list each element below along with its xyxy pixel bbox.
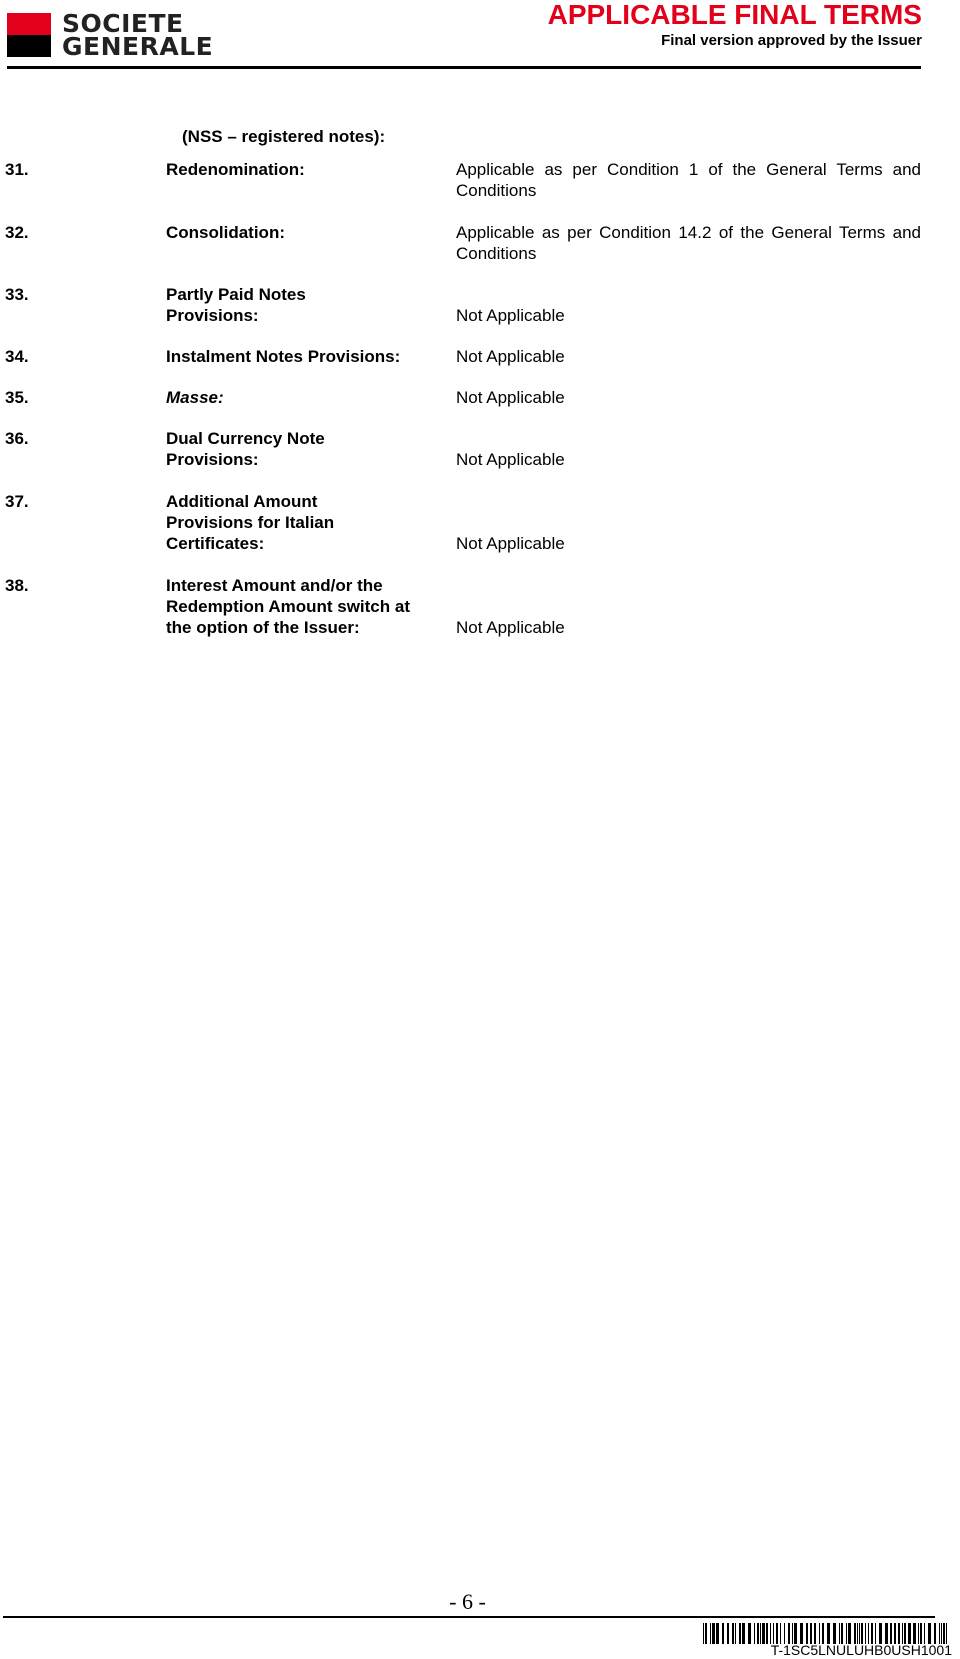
barcode-bar [757, 1623, 759, 1644]
barcode-bar [871, 1623, 873, 1644]
barcode-bar [788, 1623, 790, 1644]
barcode-bar [822, 1623, 824, 1644]
barcode-bar [846, 1623, 847, 1644]
barcode-bar [934, 1623, 936, 1644]
term-number: 37. [5, 492, 29, 511]
term-label: Consolidation: [166, 223, 285, 242]
barcode-bar [894, 1623, 896, 1644]
barcode-bar [928, 1623, 931, 1644]
term-number: 31. [5, 160, 29, 179]
barcode-bar [839, 1623, 840, 1644]
barcode-bar [780, 1623, 781, 1644]
term-label: Redenomination: [166, 160, 305, 179]
term-number: 35. [5, 388, 29, 407]
barcode-bar [784, 1623, 785, 1644]
barcode-bar [913, 1623, 916, 1644]
header-titles [548, 0, 922, 51]
document-title: APPLICABLE FINAL TERMS [547, 0, 922, 30]
barcode-bar [766, 1623, 768, 1644]
barcode-bar [705, 1623, 707, 1644]
barcode-bar [776, 1623, 778, 1644]
term-label: Instalment Notes Provisions: [166, 347, 401, 366]
logo-line-2: GENERALE [62, 32, 214, 61]
footer-divider [3, 1616, 935, 1618]
term-number: 34. [5, 347, 29, 366]
barcode-bar [800, 1623, 803, 1644]
barcode-bar [827, 1623, 830, 1644]
barcode-bar [742, 1623, 745, 1644]
barcode-bar [716, 1623, 719, 1644]
barcode-bar [848, 1623, 851, 1644]
barcode-bar [739, 1623, 741, 1644]
term-value: Not Applicable [456, 450, 565, 469]
term-value: Applicable as per Condition 1 of the General Terms and Conditions [456, 160, 921, 200]
term-value: Not Applicable [456, 347, 565, 366]
barcode-bar [875, 1623, 876, 1644]
logo-mark-icon [7, 13, 51, 57]
barcode-bar [908, 1623, 911, 1644]
barcode-bar [710, 1623, 711, 1644]
barcode-bar [819, 1623, 820, 1644]
barcode-bar [762, 1623, 765, 1644]
term-label: Dual Currency Note Provisions: [166, 429, 325, 469]
logo-wordmark [62, 9, 214, 61]
societe-generale-logo [7, 9, 214, 61]
barcode-bar [833, 1623, 836, 1644]
barcode-bar [754, 1623, 755, 1644]
barcode-bar [902, 1623, 903, 1644]
barcode-bar [735, 1623, 736, 1644]
barcode-icon [703, 1623, 952, 1644]
logo-line-1: SOCIETE [62, 9, 184, 38]
term-label: Masse: [166, 388, 224, 407]
barcode-bar [868, 1623, 869, 1644]
barcode-bar [946, 1623, 947, 1644]
barcode-bar [890, 1623, 892, 1644]
term-label: Additional Amount Provisions for Italian Certificates: [166, 492, 335, 553]
term-value: Applicable as per Condition 14.2 of the General Terms and Conditions [456, 223, 921, 263]
page-number: - 6 - [449, 1589, 486, 1614]
term-number: 32. [5, 223, 29, 242]
term-number: 33. [5, 285, 29, 304]
barcode-bar [879, 1623, 882, 1644]
barcode-bar [857, 1623, 858, 1644]
barcode-bar [806, 1623, 808, 1644]
barcode-bar [792, 1623, 793, 1644]
term-value: Not Applicable [456, 534, 565, 553]
term-number: 36. [5, 429, 29, 448]
barcode-bar [841, 1623, 843, 1644]
term-value: Not Applicable [456, 306, 565, 325]
term-value: Not Applicable [456, 618, 565, 637]
barcode-bar [861, 1623, 863, 1644]
barcode-bar [748, 1623, 751, 1644]
document-subtitle: Final version approved by the Issuer [661, 32, 922, 49]
barcode-bar [885, 1623, 888, 1644]
term-number: 38. [5, 576, 29, 595]
barcode-bar [865, 1623, 866, 1644]
header-divider [7, 66, 921, 69]
barcode-bar [810, 1623, 812, 1644]
barcode-bar [920, 1623, 922, 1644]
barcode-bar [854, 1623, 856, 1644]
barcode-bar [703, 1623, 704, 1644]
barcode-bar [770, 1623, 771, 1644]
barcode-bar [794, 1623, 797, 1644]
barcode-bar [941, 1623, 942, 1644]
term-label: Partly Paid Notes Provisions: [166, 285, 306, 325]
barcode-bar [904, 1623, 906, 1644]
term-value: Not Applicable [456, 388, 565, 407]
barcode-bar [773, 1623, 774, 1644]
continuation-line: (NSS – registered notes): [182, 127, 386, 146]
barcode-bar [727, 1623, 729, 1644]
barcode-bar [722, 1623, 724, 1644]
barcode-bar [943, 1623, 945, 1644]
barcode-bar [898, 1623, 900, 1644]
barcode-bar [712, 1623, 715, 1644]
barcode-bar [732, 1623, 734, 1644]
barcode-bar [924, 1623, 925, 1644]
term-label: Interest Amount and/or the Redemption Amount switch at the option of the Issuer: [166, 576, 410, 637]
barcode-bar [939, 1623, 940, 1644]
barcode-bar [814, 1623, 816, 1644]
barcode-bar [760, 1623, 761, 1644]
barcode-bar [859, 1623, 860, 1644]
barcode-bar [918, 1623, 919, 1644]
barcode-label: T-1SC5LNULUHB0USH1001 [770, 1642, 952, 1658]
